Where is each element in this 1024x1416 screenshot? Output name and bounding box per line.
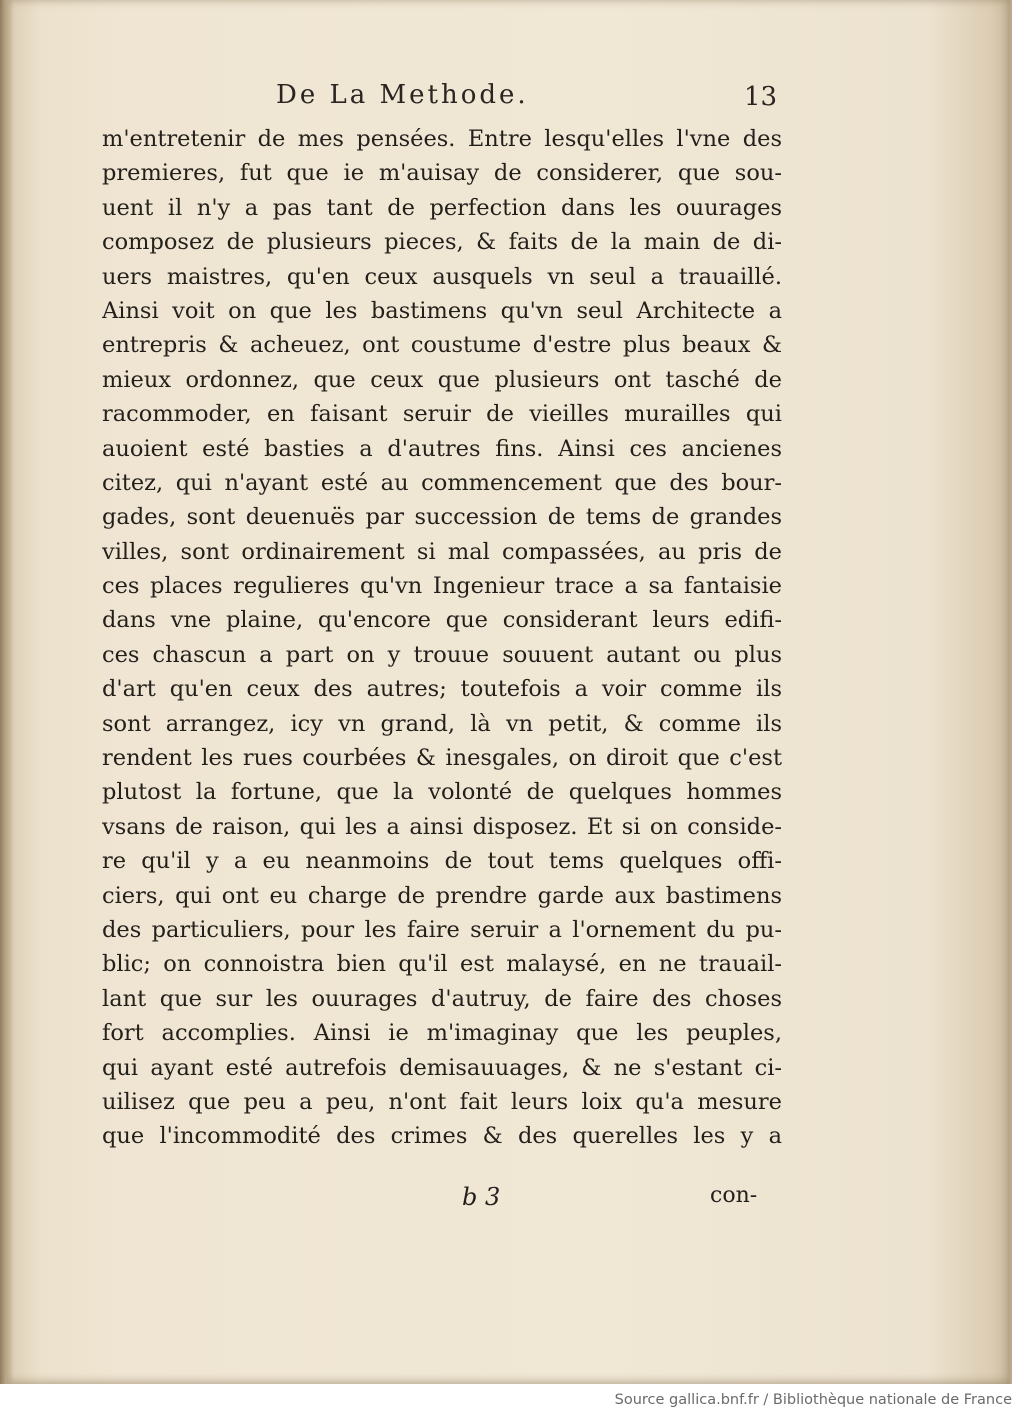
text-line: ces places regulieres qu'vn Ingenieur trace a sa fantaisie: [102, 573, 782, 600]
text-line: racommoder, en faisant seruir de vieilles murailles qui: [102, 401, 782, 428]
page-gutter: [0, 0, 14, 1384]
text-line: auoient esté basties a d'autres fins. Ainsi ces ancienes: [102, 435, 782, 462]
text-line: Ainsi voit on que les bastimens qu'vn seul Architecte a: [102, 297, 782, 324]
body-text: [102, 122, 782, 1154]
text-line: composez de plusieurs pieces, & faits de la main de di-: [102, 229, 782, 256]
text-line: rendent les rues courbées & inesgales, on diroit que c'est: [102, 745, 782, 772]
running-head: De La Methode.: [276, 80, 529, 110]
text-line: citez, qui n'ayant esté au commencement que des bour-: [102, 469, 782, 496]
text-line: sont arrangez, icy vn grand, là vn petit, & comme ils: [102, 710, 782, 737]
text-line: blic; on connoistra bien qu'il est malaysé, en ne trauail-: [102, 951, 782, 978]
text-line: que l'incommodité des crimes & des querelles les y a: [102, 1123, 782, 1150]
source-credit: Source gallica.bnf.fr / Bibliothèque nationale de France: [614, 1392, 1012, 1408]
text-line: gades, sont deuenuës par succession de tems de grandes: [102, 504, 782, 531]
text-line: premieres, fut que ie m'auisay de considerer, que sou-: [102, 160, 782, 187]
page-number: 13: [744, 82, 778, 112]
text-line: lant que sur les ouurages d'autruy, de faire des choses: [102, 985, 782, 1012]
text-line: d'art qu'en ceux des autres; toutefois a voir comme ils: [102, 676, 782, 703]
text-line: dans vne plaine, qu'encore que considerant leurs edifi-: [102, 607, 782, 634]
text-line: vsans de raison, qui les a ainsi disposez. Et si on conside-: [102, 813, 782, 840]
text-line: villes, sont ordinairement si mal compassées, au pris de: [102, 538, 782, 565]
text-line: uers maistres, qu'en ceux ausquels vn seul a trauaillé.: [102, 263, 782, 290]
text-line: ces chascun a part on y trouue souuent autant ou plus: [102, 641, 782, 668]
text-line: plutost la fortune, que la volonté de quelques hommes: [102, 779, 782, 806]
signature-mark: b 3: [462, 1183, 501, 1211]
text-line: uent il n'y a pas tant de perfection dans les ouurages: [102, 194, 782, 221]
catchword: con-: [710, 1183, 758, 1208]
text-line: des particuliers, pour les faire seruir a l'ornement du pu-: [102, 916, 782, 943]
text-line: fort accomplies. Ainsi ie m'imaginay que les peuples,: [102, 1020, 782, 1047]
text-line: re qu'il y a eu neanmoins de tout tems quelques offi-: [102, 848, 782, 875]
text-line: qui ayant esté autrefois demisauuages, & ne s'estant ci-: [102, 1054, 782, 1081]
text-line: uilisez que peu a peu, n'ont fait leurs loix qu'a mesure: [102, 1088, 782, 1115]
text-line: m'entretenir de mes pensées. Entre lesqu'elles l'vne des: [102, 126, 782, 152]
text-line: entrepris & acheuez, ont coustume d'estre plus beaux &: [102, 332, 782, 359]
text-line: ciers, qui ont eu charge de prendre garde aux bastimens: [102, 882, 782, 909]
text-line: mieux ordonnez, que ceux que plusieurs ont tasché de: [102, 366, 782, 393]
